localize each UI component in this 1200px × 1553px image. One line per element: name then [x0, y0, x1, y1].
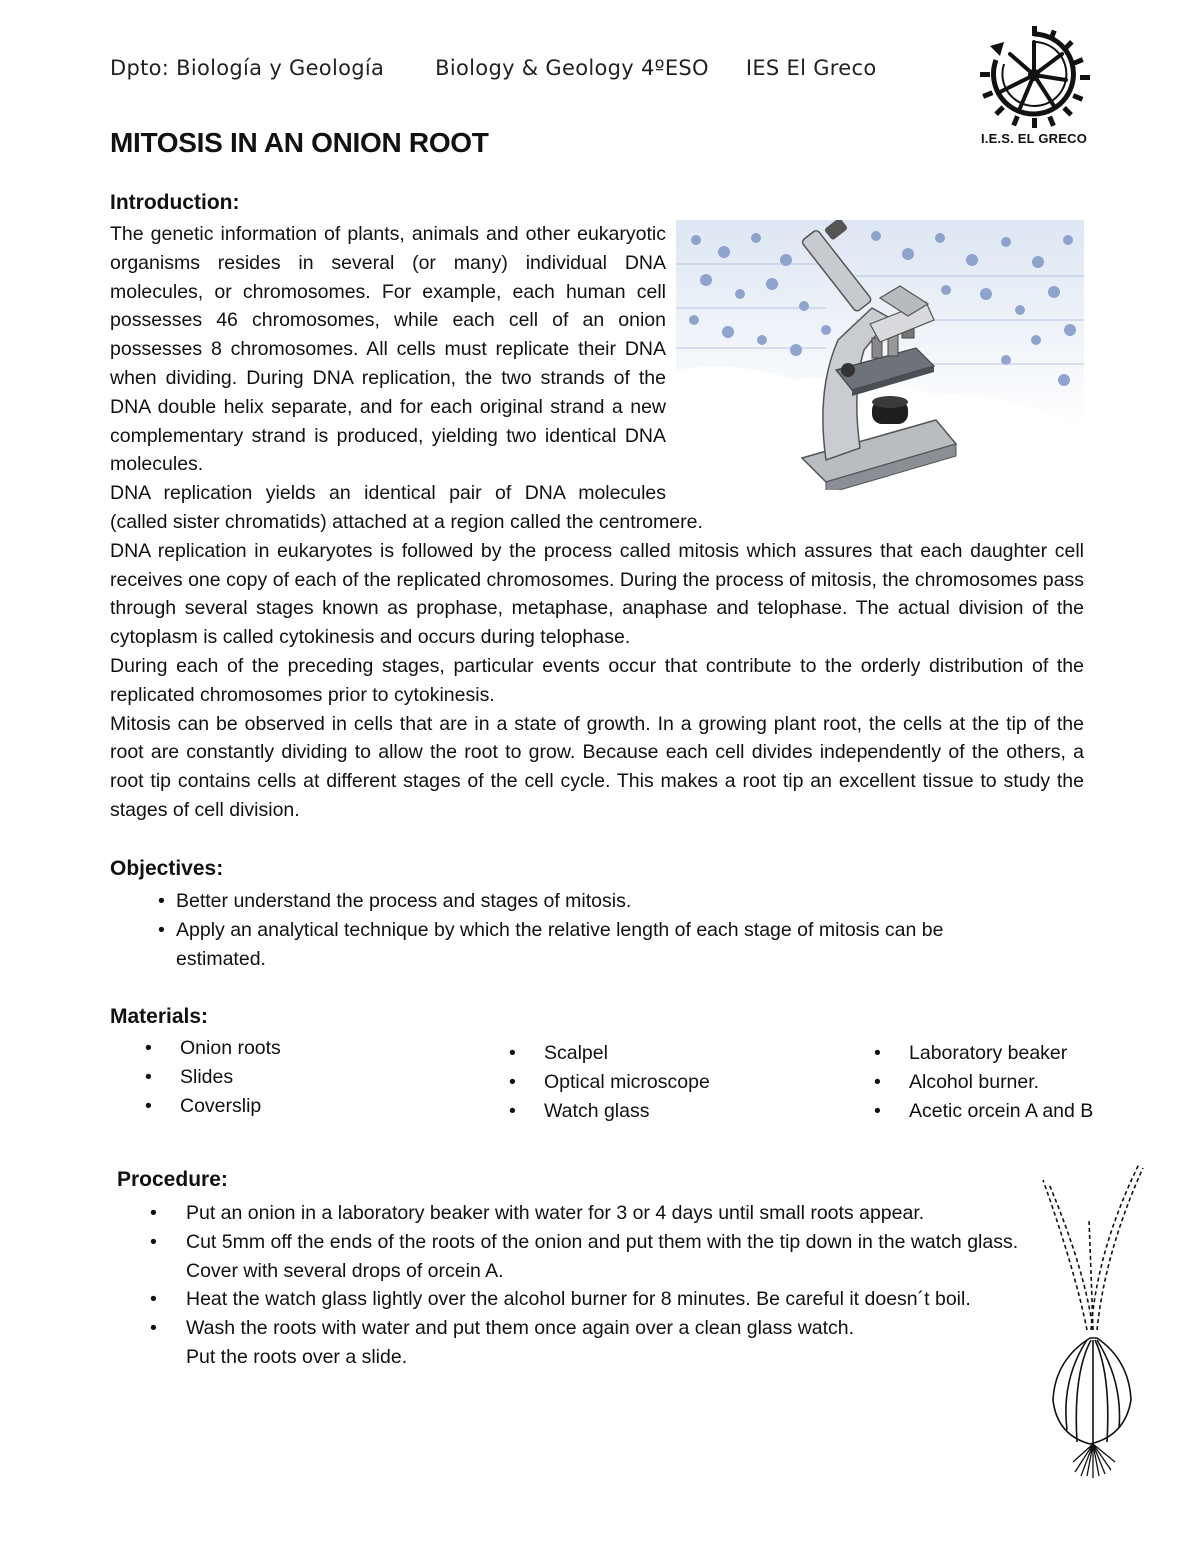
page-title: MITOSIS IN AN ONION ROOT [110, 127, 489, 158]
intro-paragraph-2b: (called sister chromatids) attached at a region called the centromere. [110, 510, 703, 533]
materials-heading: Materials: [110, 1005, 209, 1028]
department-label: Dpto: Biología y Geología [110, 56, 385, 80]
header-line [110, 56, 876, 80]
intro-paragraph-1: The genetic information of plants, animals and other eukaryotic organisms resides in several (or many) individual DNA molecules, or chromosomes. For example, each human cell possesses 46 chromosomes, while each cell of an onion possesses 8 chromosomes. All cells must replicate their DNA when dividing. During DNA replication, the two strands of the DNA double helix separate, and for each original strand a new complementary strand is produced, yielding two identical DNA molecules. [110, 223, 666, 476]
microscope-illustration [676, 220, 1084, 490]
list-item: • Laboratory beaker [874, 1039, 1154, 1068]
microscope-icon [676, 220, 1084, 490]
school-label: IES El Greco [745, 56, 877, 80]
list-item: • Put an onion in a laboratory beaker with water for 3 or 4 days until small roots appear. [150, 1199, 1030, 1228]
introduction-heading: Introduction: [110, 191, 240, 214]
onion-icon [1035, 1160, 1145, 1480]
materials-column-1 [145, 1034, 465, 1120]
intro-paragraph-5: Mitosis can be observed in cells that are in a state of growth. In a growing plant root, the cells at the tip of the root are constantly dividing to allow the root to grow. Because each cell divides independently of the others, a root tip contains cells at different stages of the cell cycle. This makes a root tip an excellent tissue to study the stages of cell division. [110, 712, 1084, 821]
list-item: • Coverslip [145, 1092, 465, 1121]
list-item: • Apply an analytical technique by which the relative length of each stage of mitosis can be estimated. [158, 916, 1038, 974]
objectives-list [158, 887, 1038, 973]
list-item: • Acetic orcein A and B [874, 1097, 1154, 1126]
list-item: • Watch glass [509, 1097, 829, 1126]
intro-paragraph-2a: DNA replication yields an identical pair of DNA molecules [110, 482, 666, 505]
procedure-list [150, 1199, 1030, 1372]
list-item: • Scalpel [509, 1039, 829, 1068]
school-logo [970, 20, 1098, 145]
intro-paragraph-3: DNA replication in eukaryotes is followed by the process called mitosis which assures that each daughter cell receives one copy of each of the replicated chromosomes. During the process of mitosis, the chromosomes pass through several stages known as prophase, metaphase, anaphase and telophase. The actual division of the cytoplasm is called cytokinesis and occurs during telophase. [110, 539, 1084, 649]
list-item: • Heat the watch glass lightly over the alcohol burner for 8 minutes. Be careful it doesn´t boil. [150, 1285, 1030, 1314]
list-item: • Slides [145, 1063, 465, 1092]
materials-column-2 [509, 1039, 829, 1125]
list-item: • Onion roots [145, 1034, 465, 1063]
list-item: • Optical microscope [509, 1068, 829, 1097]
intro-paragraph-4: During each of the preceding stages, particular events occur that contribute to the orderly distribution of the replicated chromosomes prior to cytokinesis. [110, 654, 1084, 706]
introduction-body [110, 220, 1084, 825]
list-item: • Wash the roots with water and put them once again over a clean glass watch. Put the roots over a slide. [150, 1314, 886, 1372]
list-item: • Cut 5mm off the ends of the roots of the onion and put them with the tip down in the watch glass. Cover with several drops of orcein A. [150, 1228, 1030, 1286]
list-item: • Better understand the process and stages of mitosis. [158, 887, 1038, 916]
gear-wheel-icon [970, 20, 1098, 128]
objectives-heading: Objectives: [110, 857, 224, 880]
logo-caption: I.E.S. EL GRECO [980, 131, 1088, 146]
list-item: • Alcohol burner. [874, 1068, 1154, 1097]
course-label: Biology & Geology 4ºESO [435, 56, 709, 80]
onion-illustration [1035, 1160, 1145, 1480]
materials-column-3 [874, 1039, 1154, 1125]
procedure-heading: Procedure: [117, 1168, 228, 1191]
